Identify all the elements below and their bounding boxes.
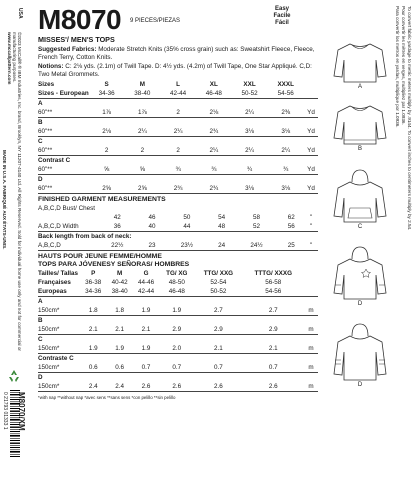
row-value: ⅝ <box>124 165 160 175</box>
conversion-line-1: To convert fabric yardage to metric meters multiply by .9144. To convert inches to centimeters multiply by 2.54. <box>407 6 412 231</box>
row-value: 2⅝ <box>124 184 160 194</box>
yardage-row <box>38 325 318 335</box>
row-unit <box>304 118 318 128</box>
row-value <box>159 335 194 345</box>
row-value <box>80 297 106 307</box>
row-value: 2¼ <box>267 146 304 156</box>
row-label: 60"** <box>38 108 89 118</box>
row-value: 2¾ <box>160 184 196 194</box>
pattern-id-vertical: M8070/XM <box>17 392 26 431</box>
row-label: A <box>38 297 43 305</box>
back-value: 22½ <box>95 241 139 251</box>
row-value <box>232 137 268 147</box>
inch-unit: " <box>309 213 313 221</box>
row-unit <box>304 156 318 166</box>
francaises-cell: 52-54 <box>210 278 227 286</box>
tailles-label: Tailles/ Tallas <box>38 269 79 277</box>
size-euro-cell: 54-56 <box>267 89 304 99</box>
row-value: 2¾ <box>196 127 232 137</box>
row-value <box>196 156 232 166</box>
difficulty-badge <box>268 6 296 27</box>
row-value: 0.7 <box>194 363 242 373</box>
row-value: 2¼ <box>160 127 196 137</box>
garment-label: D <box>357 301 363 307</box>
row-value <box>196 175 232 185</box>
row-value: 2.9 <box>243 325 305 335</box>
row-value: 2⅛ <box>196 108 232 118</box>
section-title-french: HAUTS POUR JEUNE FEMME/HOMME <box>38 253 162 260</box>
right-info-strip <box>386 0 416 496</box>
europeas-cell: 46-48 <box>159 287 194 297</box>
row-unit: Yd <box>304 165 318 175</box>
notions-label: Notions: <box>38 63 64 70</box>
row-value: 2.1 <box>106 325 132 335</box>
garment-d-front <box>330 245 390 307</box>
row-value <box>243 335 305 345</box>
row-value <box>133 335 159 345</box>
row-value <box>106 354 132 364</box>
yardage-table-french <box>38 269 318 392</box>
row-unit <box>304 175 318 185</box>
sweatshirt-b-icon <box>330 102 390 146</box>
row-value <box>243 297 305 307</box>
francaises-cell: 48-50 <box>168 278 185 286</box>
pattern-number: M8070 <box>38 4 122 35</box>
row-value: ¾ <box>160 165 196 175</box>
row-value: 3⅛ <box>232 184 268 194</box>
fabrics-label: Suggested Fabrics: <box>38 46 97 53</box>
row-value <box>159 354 194 364</box>
size-euro-cell: 34-36 <box>89 89 125 99</box>
section-title-english: MISSES'/ MEN'S TOPS <box>38 35 115 44</box>
size-header-cell: XXL <box>243 80 256 88</box>
yardage-row <box>38 373 318 383</box>
row-value <box>232 156 268 166</box>
yardage-row <box>38 156 318 166</box>
row-value <box>106 335 132 345</box>
row-value <box>196 118 232 128</box>
row-label: 60"** <box>38 127 89 137</box>
row-value: 1.9 <box>106 344 132 354</box>
bust-value: 62 <box>287 213 295 221</box>
row-value: 2.6 <box>194 382 242 392</box>
row-label: C <box>38 137 43 145</box>
row-label: Contrast C <box>38 156 71 164</box>
row-unit <box>304 297 318 307</box>
row-value: 0.7 <box>159 363 194 373</box>
size-header-cell: M <box>139 80 145 88</box>
row-value: 2.1 <box>194 344 242 354</box>
row-label: A <box>38 99 43 107</box>
tailles-cell: M <box>117 269 123 277</box>
garment-c <box>330 168 390 230</box>
size-header-cell: S <box>104 80 109 88</box>
garment-label: D <box>357 382 363 388</box>
difficulty-es: Fácil <box>275 20 289 26</box>
row-value <box>80 316 106 326</box>
row-value <box>124 137 160 147</box>
website-text: www.mccallpattern.com <box>7 32 12 85</box>
back-length-label: Back length from back of neck: <box>38 232 132 240</box>
row-value: ¾ <box>232 165 268 175</box>
section-title-spanish: TOPS PARA JÓVENESY SEÑORAS/ HOMBRES <box>38 261 190 268</box>
row-value: 1⅞ <box>89 108 125 118</box>
row-value <box>80 354 106 364</box>
tailles-cell: P <box>91 269 96 277</box>
row-unit: Yd <box>304 108 318 118</box>
hoodie-d-back-icon <box>330 322 390 382</box>
row-value: 2¼ <box>124 127 160 137</box>
row-value: 2.4 <box>106 382 132 392</box>
garment-label: B <box>357 146 362 152</box>
bust-value: 54 <box>218 213 226 221</box>
tailles-cell: G <box>143 269 149 277</box>
row-value <box>194 335 242 345</box>
yardage-row <box>38 165 318 175</box>
yardage-row <box>38 127 318 137</box>
row-value <box>160 137 196 147</box>
europeas-cell: 54-56 <box>243 287 305 297</box>
row-value <box>124 156 160 166</box>
yardage-row <box>38 99 318 109</box>
row-value <box>267 99 304 109</box>
garment-label: A <box>357 84 362 90</box>
yardage-row <box>38 382 318 392</box>
row-value: 2.9 <box>159 325 194 335</box>
row-value <box>124 175 160 185</box>
row-label: 60"** <box>38 146 89 156</box>
row-value <box>89 118 125 128</box>
row-unit: m <box>304 306 318 316</box>
garment-d-back <box>330 322 390 388</box>
yardage-row <box>38 354 318 364</box>
hoodie-d-icon <box>330 245 390 301</box>
row-value: 2.1 <box>80 325 106 335</box>
row-value: 2.7 <box>243 306 305 316</box>
row-value: 1.9 <box>159 306 194 316</box>
tailles-cell: TG/ XG <box>166 269 188 277</box>
row-value <box>89 156 125 166</box>
fabrics-text: Moderate Stretch Knits (35% cross grain) such as: Sweatshirt Fleece, Fleece, French Terry, Cotton Knits. <box>38 46 315 61</box>
row-label: 150cm* <box>38 306 80 316</box>
made-in-text: MADE IN U.S.A. FABRIQUÉ AUX ÉTATS-UNIS. <box>2 150 7 250</box>
garment-views <box>330 40 390 480</box>
fabrics-paragraph <box>38 46 318 62</box>
row-value: 1.9 <box>133 344 159 354</box>
row-value <box>267 156 304 166</box>
row-value: 2.1 <box>243 344 305 354</box>
yardage-row <box>38 137 318 147</box>
row-label: D <box>38 175 43 183</box>
size-header-cell: XL <box>209 80 218 88</box>
bust-value: 46 <box>148 213 156 221</box>
row-value: 2⅝ <box>89 184 125 194</box>
bust-value: 58 <box>252 213 260 221</box>
row-value: ¾ <box>196 165 232 175</box>
europeas-cell: 50-52 <box>194 287 242 297</box>
row-value: 2 <box>160 108 196 118</box>
row-unit: Yd <box>304 146 318 156</box>
row-value: 2.6 <box>243 382 305 392</box>
row-value <box>106 297 132 307</box>
size-euro-cell: 46-48 <box>196 89 232 99</box>
size-euro-cell: 42-44 <box>160 89 196 99</box>
francaises-cell: 40-42 <box>111 278 128 286</box>
europeas-cell: 42-44 <box>133 287 159 297</box>
row-value: 1⅞ <box>124 108 160 118</box>
row-value <box>160 99 196 109</box>
inch-unit: " <box>304 241 318 251</box>
francaises-cell: 44-46 <box>138 278 155 286</box>
row-value <box>80 373 106 383</box>
row-value <box>89 137 125 147</box>
row-value <box>160 175 196 185</box>
garment-label: C <box>357 224 363 230</box>
size-euro-label: Sizes - European <box>38 89 89 97</box>
row-value: ⅝ <box>89 165 125 175</box>
row-value: 0.6 <box>80 363 106 373</box>
row-value: 2 <box>124 146 160 156</box>
row-unit: m <box>304 325 318 335</box>
sweatshirt-a-icon <box>330 40 390 84</box>
hoodie-c-icon <box>330 168 390 224</box>
yardage-row <box>38 363 318 373</box>
row-label: Contraste C <box>38 354 74 362</box>
bust-label: A,B,C,D Bust/ Chest <box>38 204 96 212</box>
barcode-number: 0 21793 01333 1 <box>2 392 8 430</box>
yardage-row <box>38 306 318 316</box>
row-value: 2.6 <box>159 382 194 392</box>
size-euro-cell: 50-52 <box>232 89 268 99</box>
row-value <box>194 354 242 364</box>
francaises-cell: 36-38 <box>85 278 102 286</box>
row-value <box>124 118 160 128</box>
nap-footnote: *with nap **without nap *avec sens **sans sens *con pelillo **sin pelillo <box>38 395 176 400</box>
row-value: 2 <box>89 146 125 156</box>
row-unit <box>304 99 318 109</box>
row-value <box>89 99 125 109</box>
row-label: 150cm* <box>38 363 80 373</box>
row-unit <box>304 373 318 383</box>
europeas-cell: 38-40 <box>106 287 132 297</box>
europeas-cell: 34-36 <box>80 287 106 297</box>
yardage-row <box>38 108 318 118</box>
difficulty-en: Easy <box>274 6 289 12</box>
width-value: 40 <box>139 222 164 232</box>
row-unit: m <box>304 363 318 373</box>
usa-flag-label: USA <box>17 8 23 19</box>
conversion-line-3: Para convertir los metros en yardas, multiplique por 1.0936. <box>395 6 400 128</box>
yardage-row <box>38 335 318 345</box>
row-value: 1.9 <box>80 344 106 354</box>
row-value <box>133 297 159 307</box>
row-label: D <box>38 373 43 381</box>
row-value <box>196 99 232 109</box>
row-value <box>232 175 268 185</box>
row-value: 2¼ <box>196 146 232 156</box>
bust-value: 50 <box>183 213 191 221</box>
row-value: 1.8 <box>80 306 106 316</box>
row-label: 150cm* <box>38 382 80 392</box>
row-value: 1.8 <box>106 306 132 316</box>
francaises-label: Françaises <box>38 278 71 286</box>
garment-b <box>330 102 390 152</box>
yardage-row <box>38 175 318 185</box>
recycle-icon <box>6 368 22 384</box>
row-value <box>159 316 194 326</box>
yardage-row <box>38 297 318 307</box>
difficulty-fr: Facile <box>273 13 291 19</box>
row-value: ¾ <box>267 165 304 175</box>
row-value <box>133 373 159 383</box>
row-value <box>232 118 268 128</box>
row-value: 3⅛ <box>267 184 304 194</box>
width-value: 52 <box>234 222 278 232</box>
row-label: B <box>38 118 43 126</box>
francaises-cell: 56-58 <box>265 278 282 286</box>
row-value <box>196 137 232 147</box>
tailles-cell: TTTG/ XXXG <box>254 269 292 277</box>
row-value <box>159 297 194 307</box>
back-value: 24 <box>209 241 234 251</box>
back-row-label: A,B,C,D <box>38 241 95 251</box>
row-value: 0.6 <box>106 363 132 373</box>
row-value: 2⅜ <box>267 108 304 118</box>
row-value <box>243 354 305 364</box>
conversion-line-2: Pour convertir les mètres en verges, multipliez par 1.0936. <box>401 6 406 125</box>
row-unit <box>304 335 318 345</box>
yardage-row <box>38 316 318 326</box>
row-value <box>80 335 106 345</box>
yardage-row <box>38 146 318 156</box>
width-value: 36 <box>95 222 139 232</box>
row-unit: m <box>304 344 318 354</box>
finished-measurements-title: FINISHED GARMENT MEASUREMENTS <box>38 196 166 203</box>
row-unit: Yd <box>304 184 318 194</box>
pattern-chart <box>38 36 318 402</box>
row-value: 3⅛ <box>267 127 304 137</box>
row-label: B <box>38 316 43 324</box>
width-value: 44 <box>165 222 209 232</box>
tailles-cell: TTG/ XXG <box>203 269 234 277</box>
yardage-row <box>38 344 318 354</box>
size-header-label: Sizes <box>38 80 55 88</box>
back-value: 23½ <box>165 241 209 251</box>
row-value: 2¼ <box>232 146 268 156</box>
row-unit <box>304 354 318 364</box>
row-unit: Yd <box>304 127 318 137</box>
row-value <box>243 373 305 383</box>
row-value: 2¾ <box>196 184 232 194</box>
row-value <box>106 373 132 383</box>
row-value: 2 <box>160 146 196 156</box>
row-value <box>160 118 196 128</box>
row-label: C <box>38 335 43 343</box>
inch-unit: " <box>304 222 318 232</box>
row-value: 2.1 <box>133 325 159 335</box>
width-label: A,B,C,D Width <box>38 222 95 232</box>
row-value: 2⅛ <box>89 127 125 137</box>
row-value <box>194 297 242 307</box>
row-value: 2¼ <box>232 108 268 118</box>
row-value <box>267 118 304 128</box>
copyright-text: ©2023 McCall® ® IBM Industries, Inc. brand, Brooklyn, NY 11207-4140 Ltd. All Rights Reserved. Sold for individual home use only and not for commercial or manufacturing purposes. <box>12 32 22 351</box>
row-value <box>194 373 242 383</box>
row-value: 2.4 <box>80 382 106 392</box>
row-value: 1.9 <box>133 306 159 316</box>
row-value <box>160 156 196 166</box>
row-unit <box>304 137 318 147</box>
size-header-cell: L <box>176 80 181 88</box>
finished-measurements-table <box>38 204 318 251</box>
yardage-table-english <box>38 80 318 194</box>
left-info-strip <box>0 0 28 496</box>
row-label: 150cm* <box>38 344 80 354</box>
row-value: 0.7 <box>243 363 305 373</box>
row-label: 60"** <box>38 184 89 194</box>
back-value: 24½ <box>234 241 278 251</box>
row-value <box>106 316 132 326</box>
back-value: 23 <box>139 241 164 251</box>
row-unit <box>304 316 318 326</box>
row-value <box>133 354 159 364</box>
row-value: 2.0 <box>159 344 194 354</box>
row-value <box>133 316 159 326</box>
back-value: 25 <box>279 241 304 251</box>
pieces-count: 9 PIECES/PIEZAS <box>130 18 181 24</box>
row-value <box>243 316 305 326</box>
row-value: 3⅛ <box>232 127 268 137</box>
row-value <box>267 175 304 185</box>
row-unit: m <box>304 382 318 392</box>
size-header-cell: XXXL <box>277 80 294 88</box>
row-value: 2.6 <box>133 382 159 392</box>
width-value: 56 <box>279 222 304 232</box>
width-value: 48 <box>209 222 234 232</box>
row-value: 2.9 <box>194 325 242 335</box>
row-value <box>124 99 160 109</box>
row-value <box>267 137 304 147</box>
row-label: 150cm* <box>38 325 80 335</box>
europeas-label: Europeas <box>38 287 80 297</box>
row-value: 2.7 <box>194 306 242 316</box>
bust-value: 42 <box>113 213 121 221</box>
yardage-row <box>38 184 318 194</box>
notions-text: C: 2⅛ yds. (2.1m) of Twill Tape. D: 4½ yds. (4.2m) of Twill Tape, One Star Appliqué. C,D: Two Metal Grommets. <box>38 63 312 78</box>
row-value <box>194 316 242 326</box>
row-value: 0.7 <box>133 363 159 373</box>
row-label: 60"** <box>38 165 89 175</box>
notions-paragraph <box>38 63 318 79</box>
row-value <box>232 99 268 109</box>
row-value <box>159 373 194 383</box>
garment-a <box>330 40 390 90</box>
yardage-row <box>38 118 318 128</box>
size-euro-cell: 38-40 <box>124 89 160 99</box>
row-value <box>89 175 125 185</box>
